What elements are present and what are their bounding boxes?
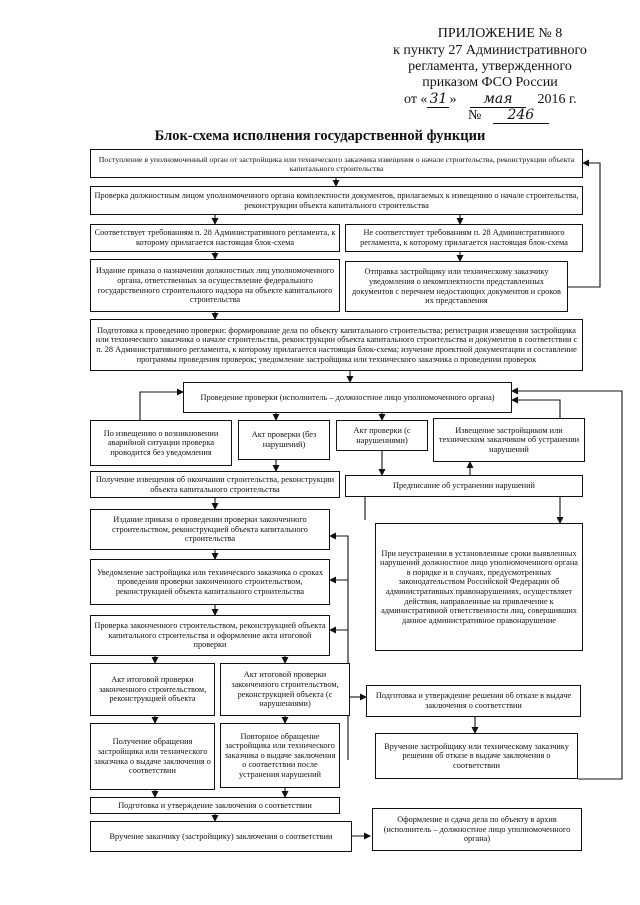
flow-box-final-inspection: Проверка законченного строительством, реконструкцией объекта капитального строительства и оформление акта итоговой проверки — [90, 615, 330, 656]
appendix-line-3: регламента, утвержденного — [408, 59, 572, 74]
flow-box-administrative-liability: При неустранении в установленные сроки выявленных нарушений должностное лицо уполномоченного органа в порядке и в случаях, предусмотренных законодательством Российской Федерации об административных правонарушениях, осуществляет действия, направленные на привлечение к административной ответственности лиц, совершивших данное административное правонарушение — [375, 523, 583, 651]
flow-box-violations-fixed-notice: Извещение застройщиком или техническим заказчиком об устранении нарушений — [433, 418, 585, 462]
appendix-date: от « 31 » мая 2016 г. — [404, 91, 577, 107]
appendix-line-2: к пункту 27 Административного — [393, 43, 587, 58]
number-handwritten: 246 — [493, 107, 549, 124]
flow-box-conclusion-delivery: Вручение заказчику (застройщику) заключения о соответствии — [90, 821, 352, 852]
appendix-number: № 246 — [468, 107, 549, 124]
flow-box-repeat-request: Повторное обращение застройщика или технического заказчика о выдаче заключения о соответствии после устранения нарушений — [220, 723, 340, 788]
flow-box-appoint-officials: Издание приказа о назначении должностных лиц уполномоченного органа, ответственных за осуществление федерального государственного строительного надзора на объекте капитального строительства — [90, 259, 340, 312]
flow-box-incomplete-notice: Отправка застройщику или техническому заказчику уведомления о некомплектности представленных документов с перечнем недостающих документов и сроков их представления — [345, 261, 568, 312]
flow-box-compliant: Соответствует требованиям п. 28 Административного регламента, к которому прилагается настоящая блок-схема — [90, 224, 340, 252]
flow-box-conclusion-approval: Подготовка и утверждение заключения о соответствии — [90, 797, 340, 814]
appendix-title: ПРИЛОЖЕНИЕ № 8 — [437, 26, 563, 41]
date-month-handwritten: мая — [470, 91, 526, 108]
flow-box-inspection-prep: Подготовка к проведению проверки: формирование дела по объекту капитального строительства; регистрация извещения застройщика или технического заказчика о начале строительства, реконструкции объекта капитального строительства и документов в соответствии с п. 28 Административного регламента, к которому прилагается настоящая блок-схема; изучение проектной документации и составление программы проведения проверок; уведомление застройщика или технического заказчика о проведении проверок — [90, 319, 583, 371]
flow-box-documents-check: Проверка должностным лицом уполномоченного органа комплектности документов, прилагаемых к извещению о начале строительства, реконструкции объекта капитального строительства — [90, 186, 583, 215]
flow-box-compliance-request: Получение обращения застройщика или технического заказчика о выдаче заключения о соответствии — [90, 723, 215, 790]
flow-box-refusal-delivery: Вручение застройщику или техническому заказчику решения об отказе в выдаче заключения о соответствии — [375, 733, 578, 779]
flow-box-emergency-inspection: По извещению о возникновении аварийной ситуации проверка проводится без уведомления — [90, 420, 232, 466]
flow-box-final-inspection-notice: Уведомление застройщика или технического заказчика о сроках проведения проверки законченного строительством, реконструкцией объекта капитального строительства — [90, 559, 330, 605]
flow-box-order-to-fix: Предписание об устранении нарушений — [345, 475, 583, 497]
flow-box-completion-notice: Получение извещения об окончании строительства, реконструкции объекта капитального строительства — [90, 471, 340, 498]
flow-box-inspection: Проведение проверки (исполнитель – должностное лицо уполномоченного органа) — [183, 382, 512, 413]
flow-box-final-act: Акт итоговой проверки законченного строительством, реконструкцией объекта — [90, 663, 215, 716]
flow-box-notice-received: Поступление в уполномоченный орган от застройщика или технического заказчика извещения о начале строительства, реконструкции объекта капитального строительства — [90, 149, 583, 178]
flow-box-final-inspection-order: Издание приказа о проведении проверки законченного строительством, реконструкцией объекта капитального строительства — [90, 509, 330, 550]
flow-box-act-violations: Акт проверки (с нарушениями) — [336, 420, 428, 451]
flow-box-not-compliant: Не соответствует требованиям п. 28 Административного регламента, к которому прилагается настоящая блок-схема — [345, 224, 583, 252]
date-day-handwritten: 31 — [427, 91, 449, 108]
page-title: Блок-схема исполнения государственной функции — [154, 128, 486, 144]
flow-box-final-act-violations: Акт итоговой проверки законченного строительством, реконструкцией объекта (с нарушениями) — [220, 663, 350, 716]
flow-box-refusal-decision: Подготовка и утверждение решения об отказе в выдаче заключения о соответствии — [366, 685, 581, 717]
appendix-line-4: приказом ФСО России — [422, 75, 558, 90]
flow-box-act-no-violations: Акт проверки (без нарушений) — [238, 420, 330, 460]
flow-box-archive: Оформление и сдача дела по объекту в архив (исполнитель – должностное лицо уполномоченного органа) — [372, 808, 582, 851]
